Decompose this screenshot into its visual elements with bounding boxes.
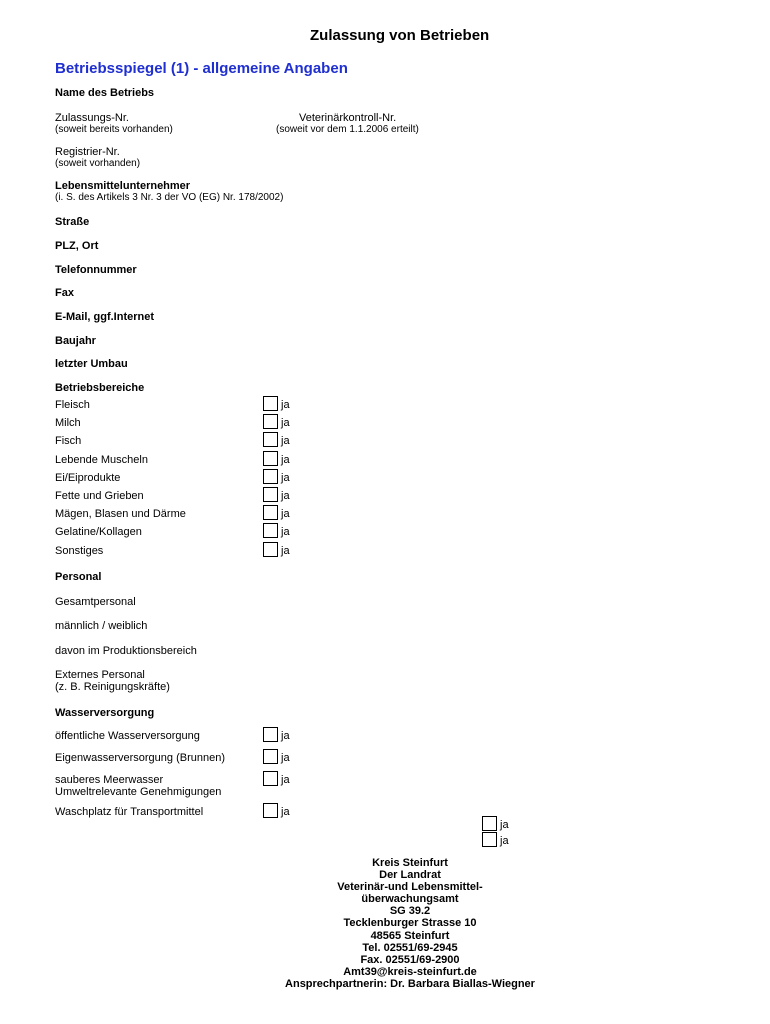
- checkbox-oeffentliche-wasserversorgung[interactable]: [263, 727, 278, 742]
- label-name-des-betriebs: Name des Betriebs: [55, 87, 155, 99]
- footer-line: Tel. 02551/69-2945: [362, 941, 458, 954]
- label-zulassungs-nr: Zulassungs-Nr.: [55, 112, 129, 124]
- ja-label: ja: [281, 752, 290, 764]
- checkbox-gelatine-kollagen[interactable]: [263, 523, 278, 538]
- footer-line: Tecklenburger Strasse 10: [343, 917, 477, 930]
- note-externes-personal: (z. B. Reinigungskräfte): [55, 681, 170, 693]
- label-gelatine-kollagen: Gelatine/Kollagen: [55, 526, 142, 538]
- checkbox-milch[interactable]: [263, 414, 278, 429]
- checkbox-fisch[interactable]: [263, 432, 278, 447]
- label-email-internet: E-Mail, ggf.Internet: [55, 311, 154, 323]
- label-sonstiges: Sonstiges: [55, 545, 104, 557]
- note-veterinaerkontroll-nr: (soweit vor dem 1.1.2006 erteilt): [276, 124, 419, 135]
- label-maegen-blasen-daerme: Mägen, Blasen und Därme: [55, 508, 186, 520]
- label-sauberes-meerwasser: sauberes Meerwasser: [55, 774, 164, 786]
- label-fette-und-grieben: Fette und Grieben: [55, 490, 144, 502]
- footer-line: Veterinär-und Lebensmittel-: [337, 881, 483, 894]
- footer-line: Kreis Steinfurt: [372, 857, 448, 869]
- ja-label: ja: [500, 835, 509, 847]
- label-lebende-muscheln: Lebende Muscheln: [55, 454, 148, 466]
- ja-label: ja: [281, 730, 290, 742]
- footer-line: 48565 Steinfurt: [370, 929, 450, 942]
- label-fisch: Fisch: [55, 435, 82, 447]
- checkbox-fette-und-grieben[interactable]: [263, 487, 278, 502]
- label-maennlich-weiblich: männlich / weiblich: [55, 620, 148, 632]
- label-fax: Fax: [55, 287, 74, 299]
- ja-label: ja: [281, 399, 290, 411]
- note-lebensmittelunternehmer: (i. S. des Artikels 3 Nr. 3 der VO (EG) Nr. 178/2002): [55, 192, 284, 203]
- label-letzter-umbau: letzter Umbau: [55, 358, 128, 370]
- footer-address: [260, 857, 560, 990]
- label-lebensmittelunternehmer: Lebensmittelunternehmer: [55, 180, 191, 192]
- ja-label: ja: [281, 526, 290, 538]
- checkbox-sauberes-meerwasser[interactable]: [263, 771, 278, 786]
- footer-line: Der Landrat: [379, 869, 441, 882]
- page-title: Zulassung von Betrieben: [310, 27, 490, 44]
- heading-betriebsbereiche: Betriebsbereiche: [55, 382, 145, 394]
- section-title: Betriebsspiegel (1) - allgemeine Angaben: [55, 60, 348, 77]
- ja-label: ja: [281, 417, 290, 429]
- note-registrier-nr: (soweit vorhanden): [55, 158, 141, 169]
- ja-label: ja: [281, 472, 290, 484]
- ja-label: ja: [281, 435, 290, 447]
- label-baujahr: Baujahr: [55, 335, 96, 347]
- checkbox-extra[interactable]: [482, 832, 497, 847]
- checkbox-lebende-muscheln[interactable]: [263, 451, 278, 466]
- label-telefonnummer: Telefonnummer: [55, 264, 137, 276]
- ja-label: ja: [281, 774, 290, 786]
- checkbox-sonstiges[interactable]: [263, 542, 278, 557]
- label-produktionsbereich: davon im Produktionsbereich: [55, 645, 197, 657]
- ja-label: ja: [281, 806, 290, 818]
- ja-label: ja: [281, 490, 290, 502]
- note-zulassungs-nr: (soweit bereits vorhanden): [55, 124, 173, 135]
- label-oeffentliche-wasserversorgung: öffentliche Wasserversorgung: [55, 730, 200, 742]
- label-waschplatz: Waschplatz für Transportmittel: [55, 806, 204, 818]
- footer-line: überwachungsamt: [361, 893, 459, 906]
- label-registrier-nr: Registrier-Nr.: [55, 146, 120, 158]
- checkbox-fleisch[interactable]: [263, 396, 278, 411]
- checkbox-umweltrelevante-genehmigungen[interactable]: [482, 816, 497, 831]
- label-milch: Milch: [55, 417, 81, 429]
- heading-personal: Personal: [55, 571, 102, 583]
- footer-line: Fax. 02551/69-2900: [360, 953, 460, 966]
- checkbox-maegen-blasen-daerme[interactable]: [263, 505, 278, 520]
- ja-label: ja: [281, 454, 290, 466]
- label-strasse: Straße: [55, 216, 90, 228]
- ja-label: ja: [281, 508, 290, 520]
- label-gesamtpersonal: Gesamtpersonal: [55, 596, 136, 608]
- label-plz-ort: PLZ, Ort: [55, 240, 99, 252]
- label-externes-personal: Externes Personal: [55, 669, 145, 681]
- ja-label: ja: [500, 819, 509, 831]
- checkbox-waschplatz[interactable]: [263, 803, 278, 818]
- footer-line: SG 39.2: [389, 905, 431, 918]
- checkbox-eigenwasserversorgung[interactable]: [263, 749, 278, 764]
- label-fleisch: Fleisch: [55, 399, 90, 411]
- footer-email[interactable]: Amt39@kreis-steinfurt.de: [343, 965, 477, 978]
- label-eigenwasserversorgung: Eigenwasserversorgung (Brunnen): [55, 752, 225, 764]
- label-umweltrelevante-genehmigungen: Umweltrelevante Genehmigungen: [55, 786, 222, 798]
- footer-line: Ansprechpartnerin: Dr. Barbara Biallas-Wiegner: [285, 977, 535, 990]
- label-ei-eiprodukte: Ei/Eiprodukte: [55, 472, 121, 484]
- heading-wasserversorgung: Wasserversorgung: [55, 707, 155, 719]
- ja-label: ja: [281, 545, 290, 557]
- checkbox-ei-eiprodukte[interactable]: [263, 469, 278, 484]
- label-veterinaerkontroll-nr: Veterinärkontroll-Nr.: [299, 112, 397, 124]
